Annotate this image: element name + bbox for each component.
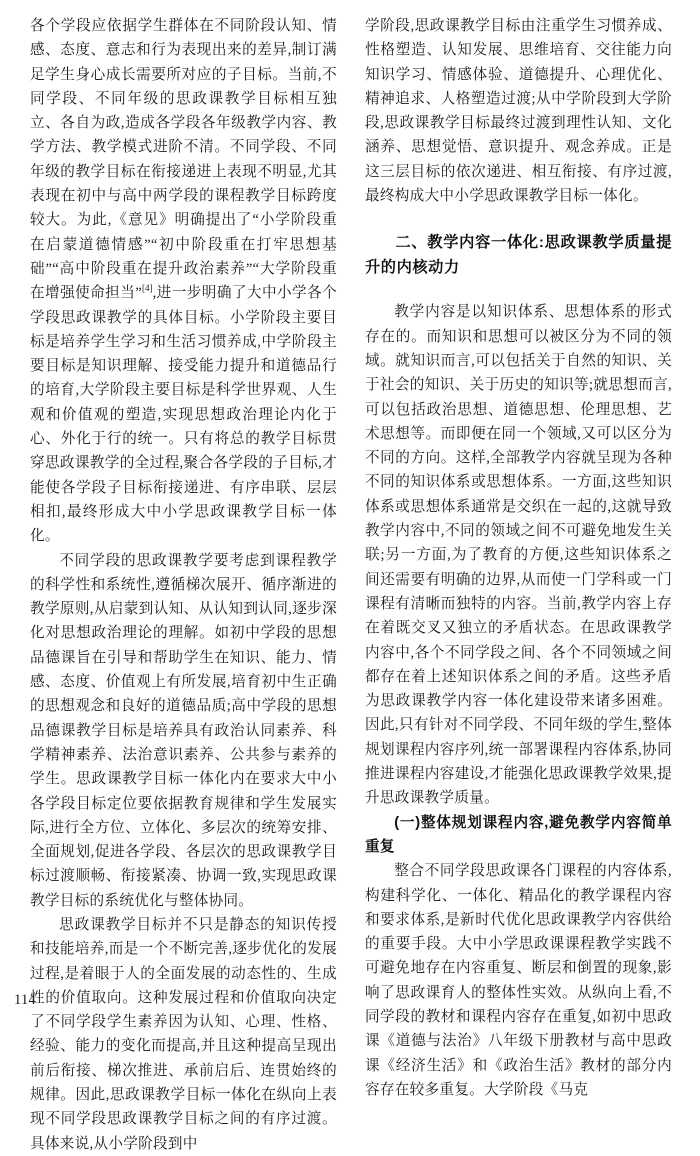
- right-column: [365, 14, 672, 1102]
- paragraph-6: 整合不同学段思政课各门课程的内容体系,构建科学化、一体化、精品化的教学课程内容和要求体系,是新时代优化思政课教学内容供给的重要手段。大中小学思政课课程教学实践不可避免地存在内容重复、断层和倒置的现象,影响了思政课育人的整体性实效。从纵向上看,不同学段的教材和课程内容存在重复,如初中思政课《道德与法治》八年级下册教材与高中思政课《经济生活》和《政治生活》教材的部分内容存在较多重复。大学阶段《马克: [365, 863, 672, 1098]
- paragraph-5: 教学内容是以知识体系、思想体系的形式存在的。而知识和思想可以被区分为不同的领域。就知识而言,可以包括关于自然的知识、关于社会的知识、关于历史的知识等;就思想而言,可以包括政治思想、道德思想、伦理思想、艺术思想等。而即便在同一个领域,又可以区分为不同的方向。这样,全部教学内容就呈现为各种不同的知识体系或思想体系。一方面,这些知识体系或思想体系通常是交织在一起的,这就导致教学内容中,不同的领域之间不可避免地发生关联;另一方面,为了教育的方便,这些知识体系之间还需要有明确的边界,从而使一门学科或一门课程有清晰而独特的内容。当前,教学内容上存在着既交叉又独立的矛盾状态。在思政课教学内容中,各个不同学段之间、各个不同领域之间都存在着上述知识体系之间的矛盾。这些矛盾为思政课教学内容一体化建设带来诸多困难。因此,只有针对不同学段、不同年级的学生,整体规划课程内容序列,统一部署课程内容体系,协同推进课程内容建设,才能强化思政课教学效果,提升思政课教学质量。: [365, 304, 672, 807]
- paragraph-4: 学阶段,思政课教学目标由注重学生习惯养成、性格塑造、认知发展、思维培育、交往能力向知识学习、情感体验、道德提升、心理优化、精神追求、人格塑造过渡;从中学阶段到大学阶段,思政课教学目标最终过渡到理性认知、文化涵养、思想觉悟、意识提升、观念养成。正是这三层目标的依次递进、相互衔接、有序过渡,最终构成大中小学思政课教学目标一体化。: [365, 18, 672, 205]
- two-column-layout: [30, 14, 672, 1156]
- section-heading-2: 二、教学内容一体化:思政课教学质量提升的内核动力: [365, 234, 672, 277]
- left-column: [30, 14, 337, 1156]
- paragraph-2: 不同学段的思政课教学要考虑到课程教学的科学性和系统性,遵循梯次展开、循序渐进的教学原则,从启蒙到认知、从认知到认同,逐步深化对思想政治理论的理解。如初中学段的思想品德课旨在引导和帮助学生在知识、能力、情感、态度、价值观上有所发展,培育初中生正确的思想观念和良好的道德品质;高中学段的思想品德课教学目标是培养具有政治认同素养、科学精神素养、法治意识素养、公共参与素养的学生。思政课教学目标一体化内在要求大中小各学段目标定位要依据教育规律和学生发展实际,进行全方位、立体化、多层次的统筹安排、全面规划,促进各学段、各层次的思政课教学目标过渡顺畅、衔接紧凑、协调一致,实现思政课教学目标的系统优化与整体协同。: [30, 552, 337, 909]
- paragraph-1-text: 各个学段应依据学生群体在不同阶段认知、情感、态度、意志和行为表现出来的差异,制订满足学生身心成长需要所对应的子目标。当前,不同学段、不同年级的思政课教学目标相互独立、各自为政,造成各学段各年级教学内容、教学方法、教学模式进阶不清。不同学段、不同年级的教学目标在衔接递进上表现不明显,尤其表现在初中与高中两学段的课程教学目标跨度较大。为此,《意见》明确提出了“小学阶段重在启蒙道德情感”“初中阶段重在打牢思想基础”“高中阶段重在提升政治素养”“大学阶段重在增强使命担当”: [30, 18, 337, 302]
- paragraph-3: 思政课教学目标并不只是静态的知识传授和技能培养,而是一个不断完善,逐步优化的发展过程,是着眼于人的全面发展的动态性的、生成性的价值取向。这种发展过程和价值取向决定了不同学段学生素养因为认知、心理、性格、经验、能力的变化而提高,并且这种提高呈现出前后衔接、梯次推进、承前启后、连贯始终的规律。因此,思政课教学目标一体化在纵向上表现不同学段思政课教学目标之间的有序过渡。具体来说,从小学阶段到中: [30, 916, 337, 1152]
- paragraph-1-text-cont: ,进一步明确了大中小学各个学段思政课教学的具体目标。小学阶段主要目标是培养学生学习和生活习惯养成,中学阶段主要目标是知识理解、接受能力提升和道德品行的培育,大学阶段主要目标是科学世界观、人生观和价值观的塑造,实现思想政治理论内化于心、外化于行的统一。只有将总的教学目标贯穿思政课教学的全过程,聚合各学段的子目标,才能使各学段子目标衔接递进、有序串联、层层相扣,最终形成大中小学思政课教学目标一体化。: [30, 285, 337, 545]
- citation-marker-4: [4]: [142, 283, 153, 294]
- page-number: 114: [14, 992, 37, 1008]
- paragraph-1: [30, 14, 337, 549]
- sub-heading-1: (一)整体规划课程内容,避免教学内容简单重复: [365, 814, 672, 855]
